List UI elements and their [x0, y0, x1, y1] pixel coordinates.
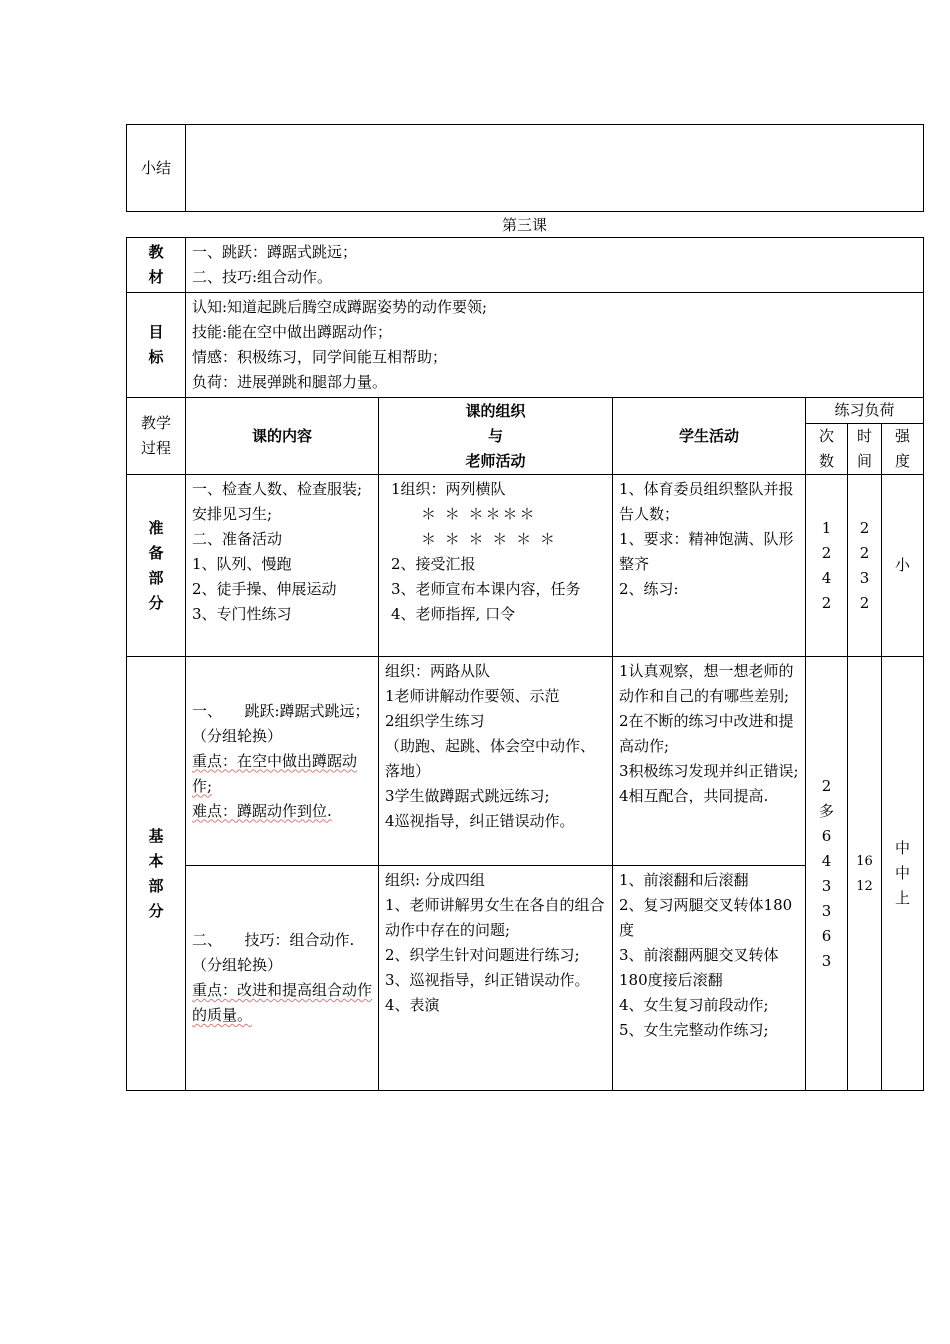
prep-count: 1 2 4 2	[806, 475, 848, 657]
basic-part2-student: 1、前滚翻和后滚翻 2、复习两腿交叉转体180度 3、前滚翻两腿交叉转体180度接后滚翻 4、女生复习前段动作; 5、女生完整动作练习;	[613, 866, 806, 1091]
basic-intensity: 中 中 上	[882, 657, 924, 1091]
header-intensity: 强 度	[882, 424, 924, 475]
summary-label: 小结	[127, 125, 186, 212]
basic-time: 16 12	[848, 657, 882, 1091]
prep-intensity: 小	[882, 475, 924, 657]
prep-student: 1、体育委员组织整队并报告人数； 1、要求：精神饱满、队形整齐 2、练习:	[613, 475, 806, 657]
material-content: 一、跳跃：蹲踞式跳远； 二、技巧:组合动作。	[186, 238, 924, 293]
basic-part1-organization: 组织：两路从队 1老师讲解动作要领、示范 2组织学生练习 （助跑、起跳、体会空中动作、落地） 3学生做蹲踞式跳远练习; 4巡视指导，纠正错误动作。	[379, 657, 613, 866]
prep-time: 2 2 3 2	[848, 475, 882, 657]
basic-part1-content: 一、 跳跃:蹲踞式跳远；（分组轮换） 重点：在空中做出蹲踞动作; 难点：蹲踞动作到位.	[186, 657, 379, 866]
prep-organization: 1组织：两列横队 ＊ ＊ ＊＊＊＊ ＊ ＊ ＊ ＊ ＊ ＊ 2、接受汇报 3、老师宣布本课内容，任务 4、老师指挥, 口令	[379, 475, 613, 657]
header-process: 教学 过程	[127, 398, 186, 475]
summary-table	[126, 124, 924, 212]
prep-content: 一、检查人数、检查服装;安排见习生; 二、准备活动 1、队列、慢跑 2、徒手操、伸展运动 3、专门性练习	[186, 475, 379, 657]
header-load: 练习负荷	[806, 398, 924, 424]
prep-label: 准 备 部 分	[127, 475, 186, 657]
material-label: 教 材	[127, 238, 186, 293]
header-time: 时 间	[848, 424, 882, 475]
goal-label: 目 标	[127, 293, 186, 398]
basic-part2-content: 二、 技巧：组合动作.（分组轮换） 重点：改进和提高组合动作的质量。	[186, 866, 379, 1091]
basic-part2-organization: 组织: 分成四组 1、老师讲解男女生在各自的组合动作中存在的问题; 2、织学生针对问题进行练习; 3、巡视指导，纠正错误动作。 4、表演	[379, 866, 613, 1091]
summary-content	[186, 125, 924, 212]
lesson-title: 第三课	[501, 216, 547, 234]
basic-part1-student: 1认真观察，想一想老师的动作和自己的有哪些差别; 2在不断的练习中改进和提高动作; 3积极练习发现并纠正错误; 4相互配合，共同提高.	[613, 657, 806, 866]
lesson-table	[126, 237, 924, 1091]
header-count: 次 数	[806, 424, 848, 475]
header-content: 课的内容	[186, 398, 379, 475]
goal-content: 认知:知道起跳后腾空成蹲踞姿势的动作要领; 技能:能在空中做出蹲踞动作； 情感：积极练习，同学间能互相帮助； 负荷：进展弹跳和腿部力量。	[186, 293, 924, 398]
basic-count: 2 多 6 4 3 3 6 3	[806, 657, 848, 1091]
header-organization: 课的组织 与 老师活动	[379, 398, 613, 475]
header-student: 学生活动	[613, 398, 806, 475]
basic-label: 基 本 部 分	[127, 657, 186, 1091]
